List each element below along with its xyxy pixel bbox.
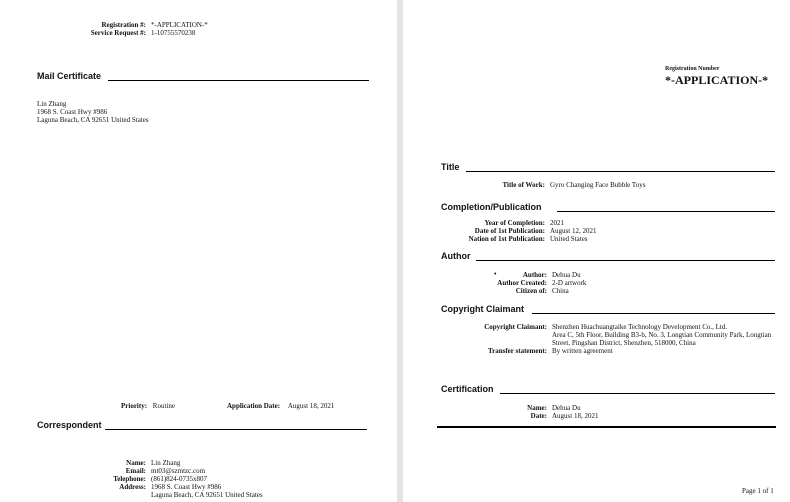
application-date-value: August 18, 2021 <box>287 402 335 410</box>
date-first-publication-label: Date of 1st Publication: <box>474 227 545 235</box>
corr-telephone-value: (861)824-0735x807 <box>151 475 207 483</box>
title-heading: Title <box>441 162 460 172</box>
author-block <box>443 271 586 295</box>
corr-name-label: Name: <box>126 459 146 467</box>
author-rule <box>476 260 775 261</box>
corr-email-label: Email: <box>125 467 146 475</box>
cert-name-value: Dehua Du <box>552 404 581 412</box>
title-of-work-label: Title of Work: <box>502 181 545 189</box>
correspondent-heading: Correspondent <box>37 420 102 430</box>
service-request-value: 1-10755570238 <box>151 29 196 37</box>
corr-address-line1: 1968 S. Coast Hwy #986 <box>151 483 222 491</box>
mailing-address <box>37 100 149 124</box>
cert-name-label: Name: <box>527 404 547 412</box>
corr-email-value: mt03@szmtzc.com <box>151 467 206 475</box>
address-line: Laguna Beach, CA 92651 United States <box>37 116 149 124</box>
mail-certificate-rule <box>108 80 369 81</box>
author-label: Author: <box>522 271 547 279</box>
title-of-work-value: Gyro Changing Face Bubble Toys <box>550 181 646 189</box>
address-line: Lin Zhang <box>37 100 67 108</box>
registration-number-value: *-APPLICATION-* <box>665 73 769 87</box>
completion-block <box>443 219 596 243</box>
priority-row <box>121 402 175 410</box>
right-page <box>403 0 790 502</box>
copyright-claimant-line: Area C, 5th Floor, Building B3-b, No. 3, Longtian Community Park, Longtian <box>552 331 772 339</box>
claimant-heading: Copyright Claimant <box>441 304 525 314</box>
cert-date-value: August 18, 2021 <box>552 412 599 420</box>
application-date-label: Application Date: <box>227 402 281 410</box>
copyright-claimant-line: Street, Pingshan District, Shenzhen, 518000, China <box>552 339 696 347</box>
author-created-label: Author Created: <box>497 279 547 287</box>
author-marker: • <box>494 270 497 278</box>
completion-rule <box>557 211 775 212</box>
certification-heading: Certification <box>441 384 494 394</box>
author-value: Dehua Du <box>552 271 581 279</box>
title-rule <box>466 171 775 172</box>
corr-address-label: Address: <box>119 483 146 491</box>
certification-bottom-rule <box>437 426 776 428</box>
priority-label: Priority: <box>121 402 148 410</box>
citizen-of-label: Citizen of: <box>515 287 547 295</box>
year-of-completion-value: 2021 <box>550 219 564 227</box>
copyright-claimant-line: Shenzhen Huachuangtaike Technology Development Co., Ltd. <box>552 323 728 331</box>
certification-block <box>443 404 598 420</box>
date-first-publication-value: August 12, 2021 <box>550 227 597 235</box>
nation-first-publication-value: United States <box>550 235 588 243</box>
title-block <box>443 181 645 189</box>
address-line: 1968 S. Coast Hwy #986 <box>37 108 108 116</box>
application-date-row <box>227 402 334 410</box>
claimant-rule <box>532 313 775 314</box>
nation-first-publication-label: Nation of 1st Publication: <box>468 235 545 243</box>
correspondent-block <box>40 459 263 499</box>
correspondent-rule <box>105 429 367 430</box>
mail-certificate-heading: Mail Certificate <box>37 71 102 81</box>
copyright-claimant-label: Copyright Claimant: <box>484 323 547 331</box>
corr-address-line2: Laguna Beach, CA 92651 United States <box>151 491 263 499</box>
citizen-of-value: China <box>552 287 569 295</box>
claimant-block <box>443 323 771 355</box>
corr-telephone-label: Telephone: <box>113 475 146 483</box>
registration-number-label: Registration Number <box>665 66 720 72</box>
certification-rule <box>500 393 775 394</box>
service-request-label: Service Request #: <box>90 29 146 37</box>
author-created-value: 2-D artwork <box>552 279 587 287</box>
transfer-statement-label: Transfer statement: <box>487 347 547 355</box>
year-of-completion-label: Year of Completion: <box>484 219 545 227</box>
cert-date-label: Date: <box>530 412 547 420</box>
registration-label: Registration #: <box>101 21 146 29</box>
completion-heading: Completion/Publication <box>441 202 542 212</box>
registration-value: *-APPLICATION-* <box>151 21 208 29</box>
author-heading: Author <box>441 251 471 261</box>
transfer-statement-value: By written agreement <box>552 347 613 355</box>
priority-value: Routine <box>152 402 175 410</box>
registration-block <box>40 21 208 37</box>
page-indicator: Page 1 of 1 <box>742 487 774 495</box>
corr-name-value: Lin Zhang <box>151 459 181 467</box>
